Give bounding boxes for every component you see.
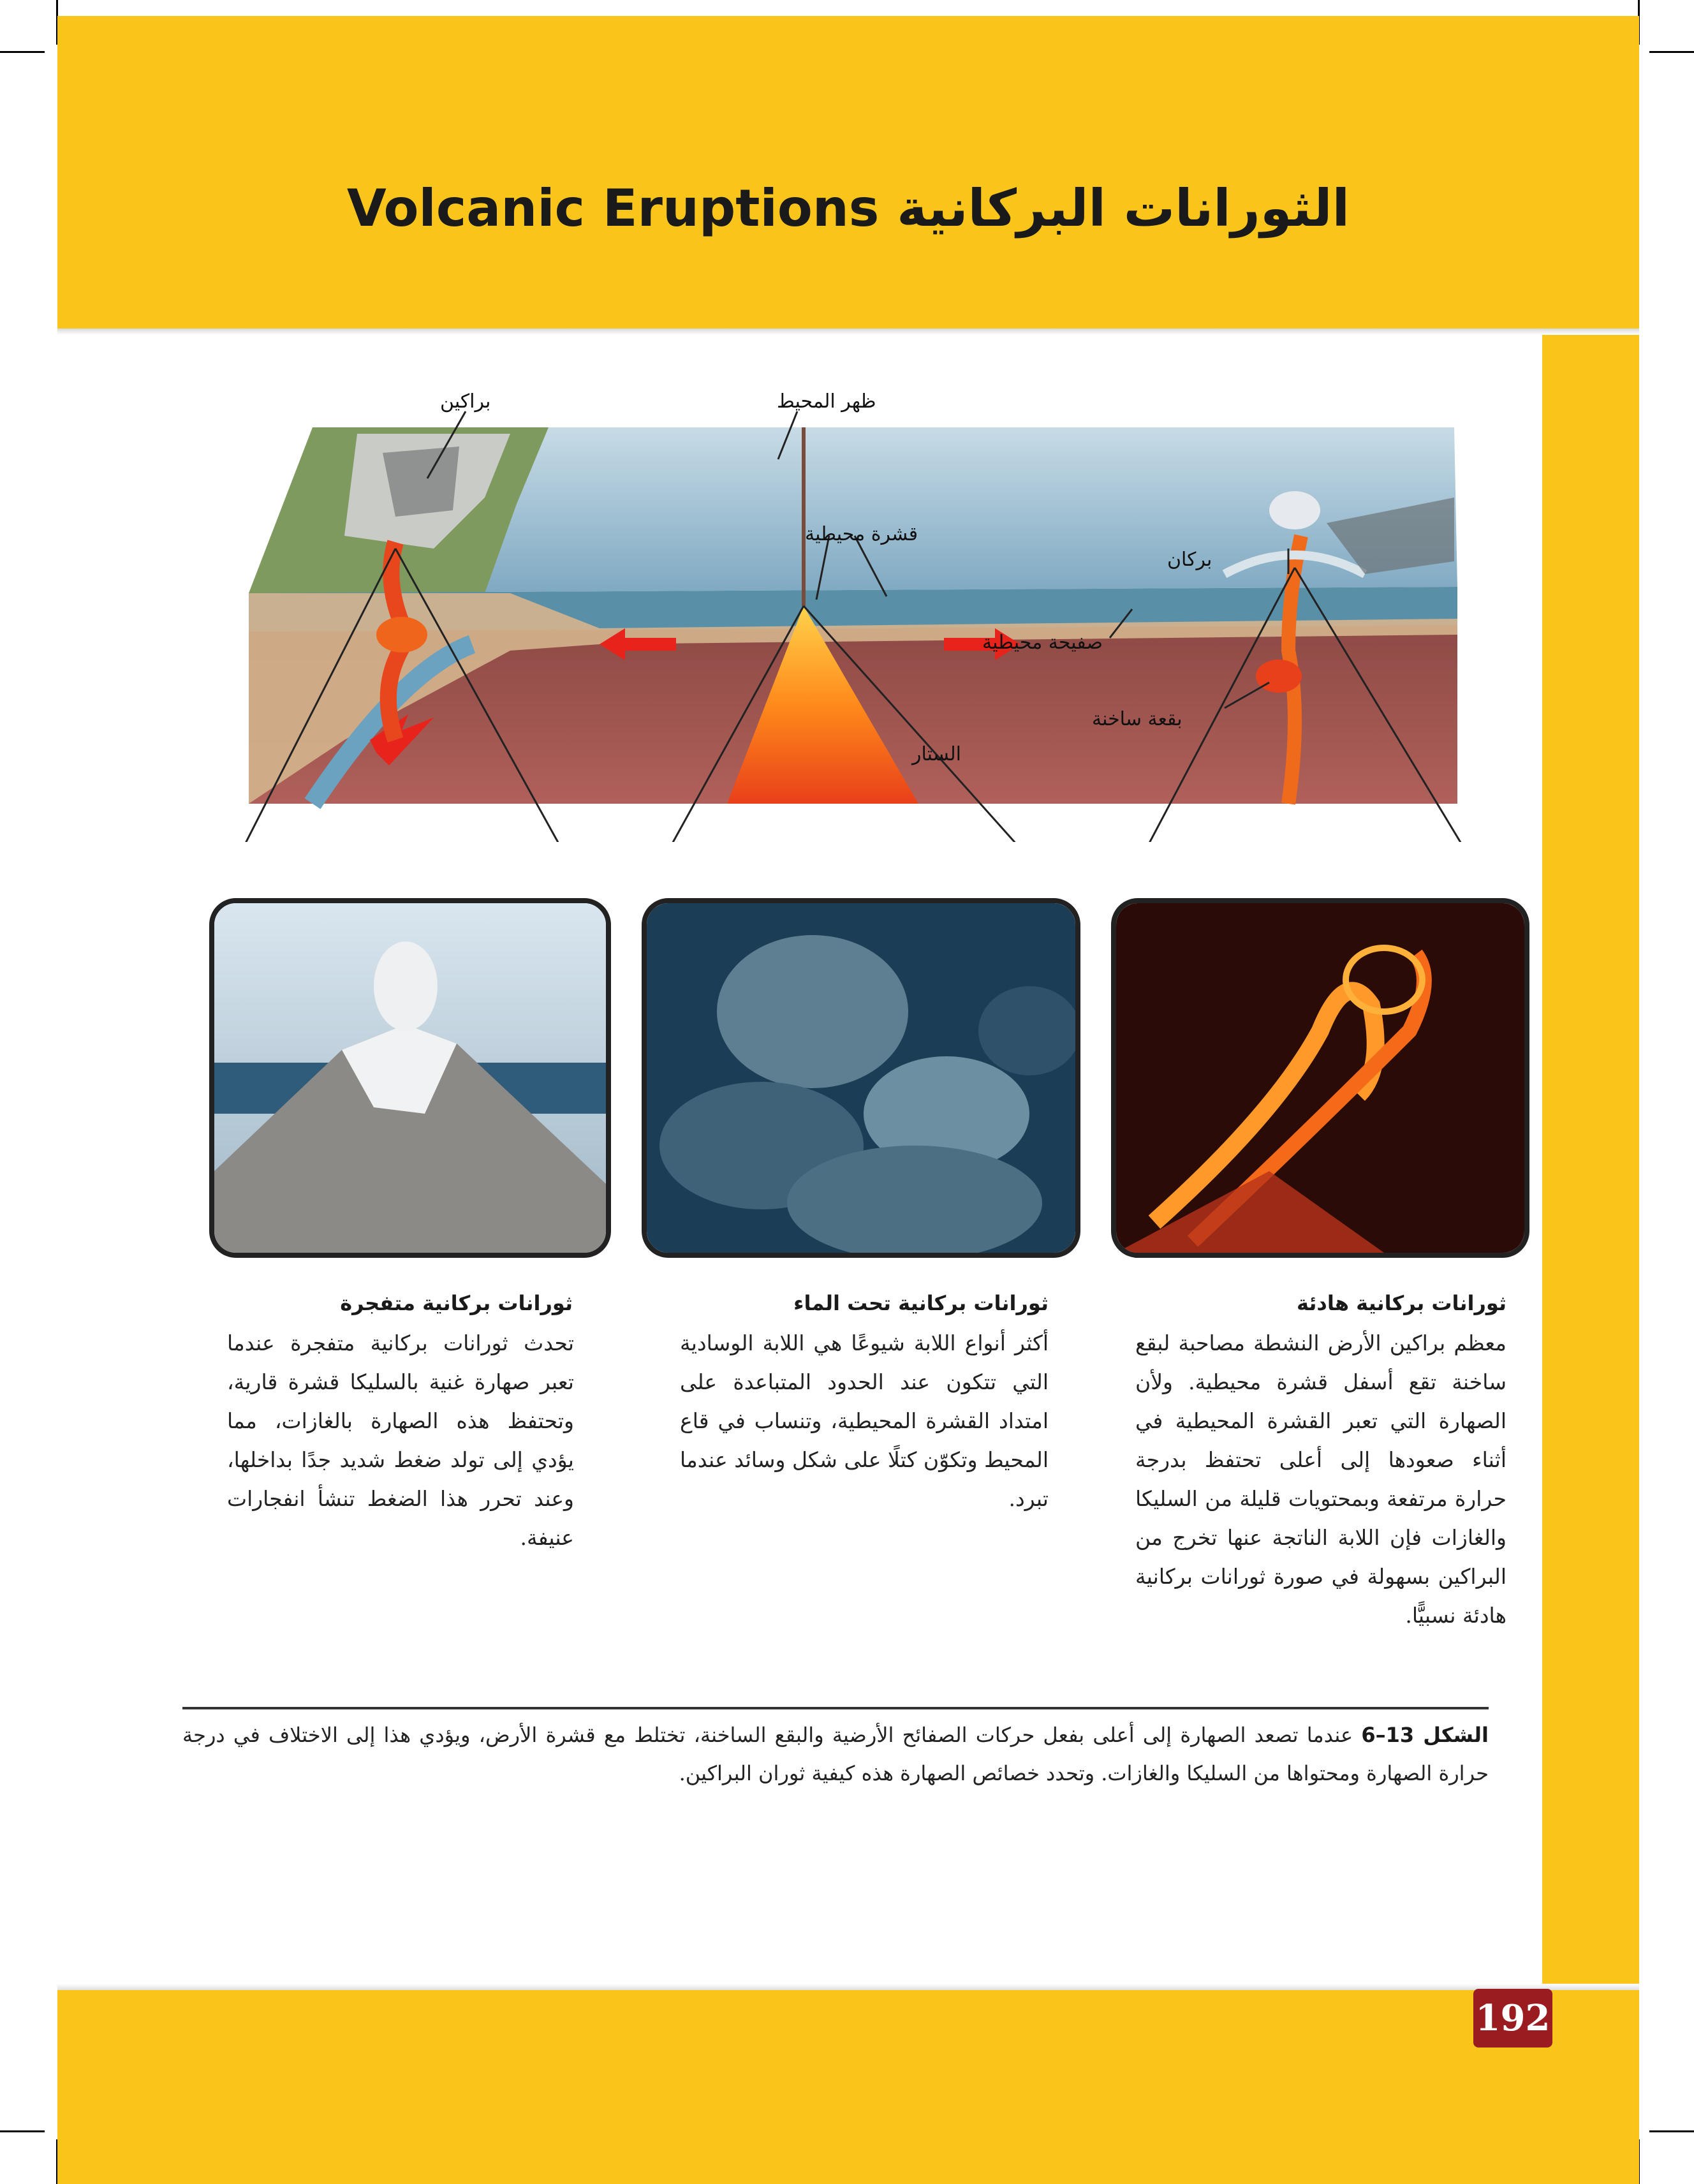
caption-text: عندما تصعد الصهارة إلى أعلى بفعل حركات الصفائح الأرضية والبقع الساخنة، تختلط مع قشرة الأرض، ويؤدي هذا إلى الاختلاف في درجة حرارة الصهارة ومحتواها من السليكا والغازات. وتحدد خصائص الصهارة هذه كيفية ثوران البراكين. bbox=[182, 1723, 1489, 1785]
header-band bbox=[57, 16, 1639, 328]
label-hot-spot: بقعة ساخنة bbox=[1092, 708, 1182, 730]
crop-mark bbox=[0, 2130, 45, 2132]
photo-explosive-volcano bbox=[209, 898, 611, 1258]
footer-band bbox=[57, 1990, 1639, 2184]
column-title-explosive: ثورانات بركانية متفجرة bbox=[340, 1291, 573, 1315]
label-volcanoes: براكين bbox=[440, 390, 491, 413]
crop-mark bbox=[1649, 51, 1694, 53]
label-oceanic-plate: صفيحة محيطية bbox=[982, 631, 1103, 654]
figure-caption bbox=[182, 1716, 1489, 1792]
caption-rule bbox=[182, 1707, 1489, 1709]
page-number: 192 bbox=[1473, 1989, 1552, 2048]
photo-quiet-eruption bbox=[1111, 898, 1529, 1258]
label-mantle: الستار bbox=[912, 743, 961, 765]
page-title: الثورانات البركانية Volcanic Eruptions bbox=[346, 179, 1350, 238]
label-oceanic-crust: قشرة محيطية bbox=[805, 523, 918, 545]
crop-mark bbox=[1649, 2130, 1694, 2132]
column-title-quiet: ثورانات بركانية هادئة bbox=[1296, 1291, 1506, 1315]
label-ocean-ridge: ظهر المحيط bbox=[777, 390, 876, 413]
side-band bbox=[1542, 335, 1639, 2006]
figure-label: الشكل 13–6 bbox=[1361, 1723, 1489, 1747]
crop-mark bbox=[0, 51, 45, 53]
photo-pillow-lava bbox=[642, 898, 1080, 1258]
column-text-explosive: تحدث ثورانات بركانية متفجرة عندما تعبر صهارة غنية بالسليكا قشرة قارية، وتحتفظ هذه الصهارة بالغازات، مما يؤدي إلى تولد ضغط شديد جدًا بداخلها، وعند تحرر هذا الضغط تنشأ انفجارات عنيفة. bbox=[227, 1331, 574, 1550]
column-title-underwater: ثورانات بركانية تحت الماء bbox=[793, 1291, 1049, 1315]
label-volcano: بركان bbox=[1167, 549, 1212, 571]
column-text-underwater: أكثر أنواع اللابة شيوعًا هي اللابة الوسادية التي تتكون عند الحدود المتباعدة على امتداد القشرة المحيطية، وتنساب في قاع المحيط وتكوّن كتلًا على شكل وسائد عندما تبرد. bbox=[680, 1331, 1049, 1511]
column-text-quiet: معظم براكين الأرض النشطة مصاحبة لبقع ساخنة تقع أسفل قشرة محيطية. ولأن الصهارة التي تعبر القشرة المحيطية في أثناء صعودها إلى أعلى تحتفظ بدرجة حرارة مرتفعة وبمحتويات قليلة من السليكا والغازات فإن اللابة الناتجة عنها تخرج من البراكين بسهولة في صورة ثورانات بركانية هادئة نسبيًّا. bbox=[1135, 1331, 1506, 1628]
plate-tectonics-diagram bbox=[242, 383, 1505, 842]
header-shadow bbox=[57, 328, 1639, 335]
